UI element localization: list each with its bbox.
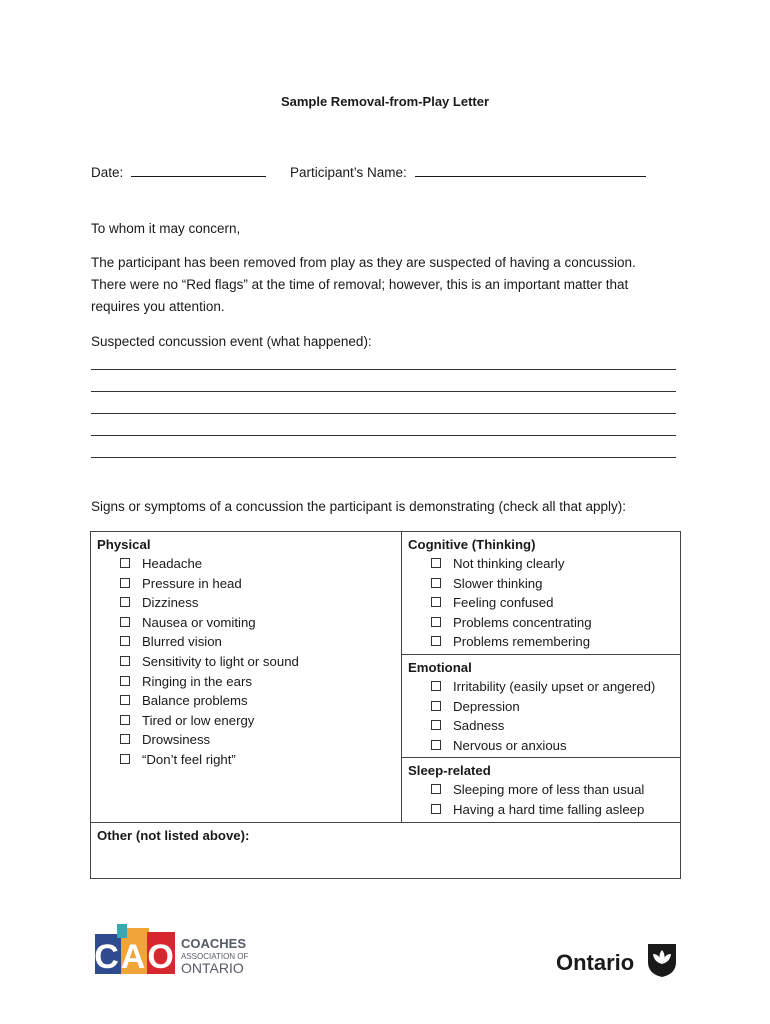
cognitive-cell bbox=[402, 532, 681, 655]
checkbox-icon[interactable] bbox=[431, 740, 441, 750]
checkbox-item[interactable] bbox=[431, 716, 674, 736]
emotional-cell bbox=[402, 654, 681, 757]
checkbox-icon[interactable] bbox=[431, 597, 441, 607]
checkbox-icon[interactable] bbox=[431, 681, 441, 691]
checkbox-label: Not thinking clearly bbox=[453, 556, 565, 571]
cao-logo-mark bbox=[95, 924, 255, 976]
cognitive-heading: Cognitive (Thinking) bbox=[408, 537, 536, 552]
checkbox-label: Tired or low energy bbox=[142, 712, 255, 728]
ontario-wordmark: Ontario bbox=[556, 950, 635, 975]
trillium-icon bbox=[648, 944, 676, 977]
checkbox-label: Slower thinking bbox=[453, 575, 543, 591]
checkbox-item[interactable] bbox=[120, 652, 395, 672]
sleep-heading: Sleep-related bbox=[408, 763, 491, 779]
participant-label: Participant’s Name: bbox=[290, 165, 407, 180]
checkbox-item[interactable] bbox=[431, 736, 674, 756]
checkbox-icon[interactable] bbox=[120, 558, 130, 568]
cao-line2: ASSOCIATION OF bbox=[181, 952, 249, 961]
ontario-logo bbox=[556, 942, 678, 978]
physical-list bbox=[97, 554, 395, 770]
participant-name-field bbox=[290, 162, 646, 184]
sleep-cell bbox=[402, 758, 681, 822]
body-line: requires you attention. bbox=[91, 299, 225, 314]
salutation: To whom it may concern, bbox=[91, 221, 241, 236]
checkbox-label: Irritability (easily upset or angered) bbox=[453, 678, 656, 694]
checkbox-label: Sleeping more of less than usual bbox=[453, 782, 645, 798]
checkbox-item[interactable] bbox=[431, 800, 674, 820]
checkbox-icon[interactable] bbox=[120, 676, 130, 686]
physical-heading: Physical bbox=[97, 537, 151, 552]
checkbox-item[interactable] bbox=[120, 593, 395, 613]
checkbox-label: Drowsiness bbox=[142, 732, 211, 748]
cao-line1: COACHES bbox=[181, 936, 247, 951]
checkbox-icon[interactable] bbox=[431, 617, 441, 627]
checkbox-label: Nervous or anxious bbox=[453, 737, 567, 753]
checkbox-label: “Don’t feel right” bbox=[142, 751, 236, 767]
other-label: Other (not listed above): bbox=[97, 827, 250, 843]
checkbox-icon[interactable] bbox=[120, 656, 130, 666]
checkbox-icon[interactable] bbox=[120, 617, 130, 627]
checkbox-item[interactable] bbox=[431, 677, 674, 697]
ontario-logo-mark bbox=[556, 942, 678, 978]
checkbox-item[interactable] bbox=[120, 574, 395, 594]
body-paragraph bbox=[91, 252, 636, 318]
checkbox-label: Problems remembering bbox=[453, 634, 591, 650]
date-label: Date: bbox=[91, 165, 124, 180]
other-cell[interactable] bbox=[91, 822, 681, 878]
checkbox-icon[interactable] bbox=[120, 695, 130, 705]
body-line: The participant has been removed from play as they are suspected of having a concussion. bbox=[91, 255, 636, 270]
emotional-heading: Emotional bbox=[408, 659, 472, 675]
checkbox-icon[interactable] bbox=[120, 578, 130, 588]
physical-cell bbox=[91, 532, 402, 823]
cao-line3: ONTARIO bbox=[181, 960, 244, 976]
symptoms-table bbox=[90, 531, 681, 879]
checkbox-item[interactable] bbox=[431, 554, 674, 574]
checkbox-label: Ringing in the ears bbox=[142, 673, 252, 689]
participant-name-blank[interactable] bbox=[415, 162, 646, 177]
checkbox-label: Sadness bbox=[453, 718, 505, 734]
checkbox-label: Depression bbox=[453, 698, 520, 714]
event-label: Suspected concussion event (what happened): bbox=[91, 334, 372, 349]
cao-block-teal bbox=[117, 924, 127, 938]
body-line: There were no “Red flags” at the time of removal; however, this is an important matter that bbox=[91, 277, 629, 292]
checkbox-icon[interactable] bbox=[120, 754, 130, 764]
date-field bbox=[91, 162, 266, 184]
checkbox-icon[interactable] bbox=[120, 715, 130, 725]
checkbox-label: Feeling confused bbox=[453, 595, 554, 611]
event-line[interactable] bbox=[91, 369, 676, 370]
checkbox-item[interactable] bbox=[120, 554, 395, 574]
sleep-list bbox=[408, 780, 674, 819]
symptoms-intro: Signs or symptoms of a concussion the participant is demonstrating (check all that apply): bbox=[91, 499, 627, 514]
checkbox-icon[interactable] bbox=[431, 720, 441, 730]
event-line[interactable] bbox=[91, 457, 676, 458]
checkbox-item[interactable] bbox=[120, 613, 395, 633]
checkbox-item[interactable] bbox=[431, 574, 674, 594]
checkbox-item[interactable] bbox=[431, 593, 674, 613]
checkbox-label: Blurred vision bbox=[142, 634, 222, 650]
checkbox-item[interactable] bbox=[120, 711, 395, 731]
checkbox-icon[interactable] bbox=[431, 558, 441, 568]
checkbox-label: Having a hard time falling asleep bbox=[453, 801, 645, 817]
checkbox-item[interactable] bbox=[431, 632, 674, 652]
checkbox-label: Balance problems bbox=[142, 693, 248, 709]
event-line[interactable] bbox=[91, 413, 676, 414]
page-title: Sample Removal-from-Play Letter bbox=[280, 94, 490, 109]
checkbox-item[interactable] bbox=[431, 697, 674, 717]
emotional-list bbox=[408, 677, 674, 755]
checkbox-item[interactable] bbox=[120, 750, 395, 770]
cao-logo bbox=[95, 924, 255, 976]
date-blank[interactable] bbox=[131, 162, 266, 177]
cognitive-list bbox=[408, 554, 674, 652]
checkbox-label: Dizziness bbox=[142, 595, 199, 611]
checkbox-icon[interactable] bbox=[431, 804, 441, 814]
checkbox-icon[interactable] bbox=[431, 701, 441, 711]
checkbox-label: Pressure in head bbox=[142, 575, 242, 591]
checkbox-label: Problems concentrating bbox=[453, 614, 592, 630]
cao-letters: CAO bbox=[95, 938, 176, 976]
checkbox-icon[interactable] bbox=[431, 636, 441, 646]
checkbox-item[interactable] bbox=[431, 780, 674, 800]
checkbox-icon[interactable] bbox=[120, 636, 130, 646]
event-line[interactable] bbox=[91, 435, 676, 436]
checkbox-icon[interactable] bbox=[120, 734, 130, 744]
checkbox-item[interactable] bbox=[120, 632, 395, 652]
checkbox-icon[interactable] bbox=[120, 597, 130, 607]
checkbox-item[interactable] bbox=[120, 672, 395, 692]
checkbox-label: Nausea or vomiting bbox=[142, 614, 256, 630]
checkbox-item[interactable] bbox=[431, 613, 674, 633]
event-line[interactable] bbox=[91, 391, 676, 392]
checkbox-icon[interactable] bbox=[431, 578, 441, 588]
checkbox-icon[interactable] bbox=[431, 784, 441, 794]
checkbox-label: Headache bbox=[142, 556, 203, 571]
checkbox-label: Sensitivity to light or sound bbox=[142, 653, 299, 669]
checkbox-item[interactable] bbox=[120, 730, 395, 750]
checkbox-item[interactable] bbox=[120, 691, 395, 711]
